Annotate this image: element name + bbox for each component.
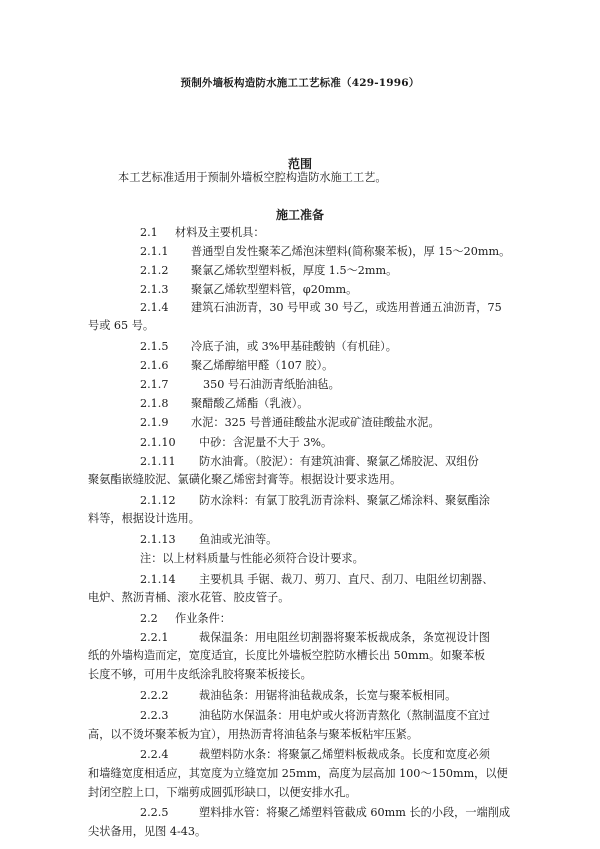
clause-number: 2.1.3 [140, 283, 169, 296]
clause-text: 纸的外墙构造而定，宽度适宜，长度比外墙板空腔防水槽长出 50mm。如聚苯板 [88, 649, 486, 662]
clause-text: 注：以上材料质量与性能必须符合设计要求。 [140, 552, 364, 565]
clause-text: 长度不够，可用牛皮纸涂乳胶将聚苯板接长。 [88, 668, 312, 681]
clause-text: 料等，根据设计选用。 [88, 512, 200, 525]
clause-text: 中砂：含泥量不大于 3%。 [199, 436, 333, 449]
clause-text: 聚醋酸乙烯酯（乳液）。 [191, 397, 309, 410]
clause-number: 2.1.4 [140, 301, 169, 314]
prep-heading: 施工准备 [275, 208, 324, 222]
clause-number: 2.1.8 [140, 397, 169, 410]
clause-number: 2.1.5 [140, 340, 169, 353]
clause-text: 350 号石油沥青纸胎油毡。 [203, 378, 340, 391]
clause-text: 油毡防水保温条：用电炉或火将沥青熬化（熬制温度不宜过 [199, 709, 490, 722]
clause-number: 2.1.6 [140, 359, 169, 372]
clause-number: 2.2 [140, 612, 158, 625]
scope-text: 本工艺标准适用于预制外墙板空腔构造防水施工工艺。 [118, 171, 387, 184]
clause-text: 水泥：325 号普通硅酸盐水泥或矿渣硅酸盐水泥。 [191, 416, 440, 429]
clause-number: 2.2.1 [140, 631, 169, 644]
clause-number: 2.1.14 [140, 573, 176, 586]
clause-text: 聚氯乙烯软型塑料板，厚度 1.5～2mm。 [191, 264, 398, 277]
clause-number: 2.1.7 [140, 378, 169, 391]
clause-text: 尖状备用，见图 4-43。 [88, 825, 207, 838]
clause-text: 主要机具 手锯、裁刀、剪刀、直尺、刮刀、电阻丝切割器、 [199, 573, 494, 586]
clause-number: 2.2.2 [140, 689, 169, 702]
clause-number: 2.1 [140, 226, 158, 239]
clause-text: 高，以不烫坏聚苯板为宜），用热沥青将油毡条与聚苯板粘牢压紧。 [88, 728, 419, 741]
clause-text: 材料及主要机具： [175, 226, 265, 239]
clause-text: 聚氨酯嵌缝胶泥、氯磺化聚乙烯密封膏等。根据设计要求选用。 [88, 473, 402, 486]
document-title: 预制外墙板构造防水施工工艺标准（429-1996） [180, 77, 420, 89]
clause-text: 建筑石油沥青，30 号甲或 30 号乙，或选用普通五油沥青，75 [191, 301, 502, 314]
clause-text: 裁保温条：用电阻丝切割器将聚苯板裁成条，条宽视设计图 [199, 631, 490, 644]
clause-number: 2.1.10 [140, 436, 176, 449]
clause-text: 电炉、熬沥青桶、滚水花管、胶皮管子。 [88, 591, 290, 604]
clause-text: 防水油膏。（胶泥）：有建筑油膏、聚氯乙烯胶泥、双组份 [199, 455, 479, 468]
clause-text: 塑料排水管：将聚乙烯塑料管截成 60mm 长的小段，一端削成 [199, 806, 511, 819]
clause-text: 封闭空腔上口，下端剪成圆弧形缺口，以便安排水孔。 [88, 786, 357, 799]
clause-number: 2.1.13 [140, 533, 176, 546]
clause-number: 2.2.4 [140, 748, 169, 761]
clause-text: 聚氯乙烯软型塑料管，φ20mm。 [191, 283, 358, 296]
clause-text: 鱼油或光油等。 [199, 533, 278, 546]
clause-text: 作业条件： [175, 612, 231, 625]
clause-text: 裁塑料防水条：将聚氯乙烯塑料板裁成条。长度和宽度必须 [199, 748, 490, 761]
clause-text: 防水涂料：有氯丁胶乳沥青涂料、聚氯乙烯涂料、聚氨酯涂 [199, 494, 490, 507]
clause-number: 2.1.2 [140, 264, 169, 277]
clause-number: 2.1.11 [140, 455, 176, 468]
clause-text: 普通型自发性聚苯乙烯泡沫塑料(简称聚苯板)，厚 15～20mm。 [191, 245, 511, 258]
clause-text: 冷底子油，或 3%甲基硅酸钠（有机硅）。 [191, 340, 397, 353]
clause-number: 2.1.1 [140, 245, 169, 258]
clause-text: 和墙缝宽度相适应，其宽度为立缝宽加 25mm，高度为层高加 100～150mm，以便 [88, 767, 508, 780]
clause-number: 2.2.5 [140, 806, 169, 819]
clause-number: 2.1.9 [140, 416, 169, 429]
clause-text: 裁油毡条：用锯将油毡裁成条，长宽与聚苯板相同。 [199, 689, 457, 702]
clause-number: 2.2.3 [140, 709, 169, 722]
clause-text: 聚乙烯醇缩甲醛（107 胶）。 [191, 359, 334, 372]
clause-number: 2.1.12 [140, 494, 176, 507]
clause-text: 号或 65 号。 [88, 319, 155, 332]
scope-heading: 范围 [287, 157, 312, 171]
